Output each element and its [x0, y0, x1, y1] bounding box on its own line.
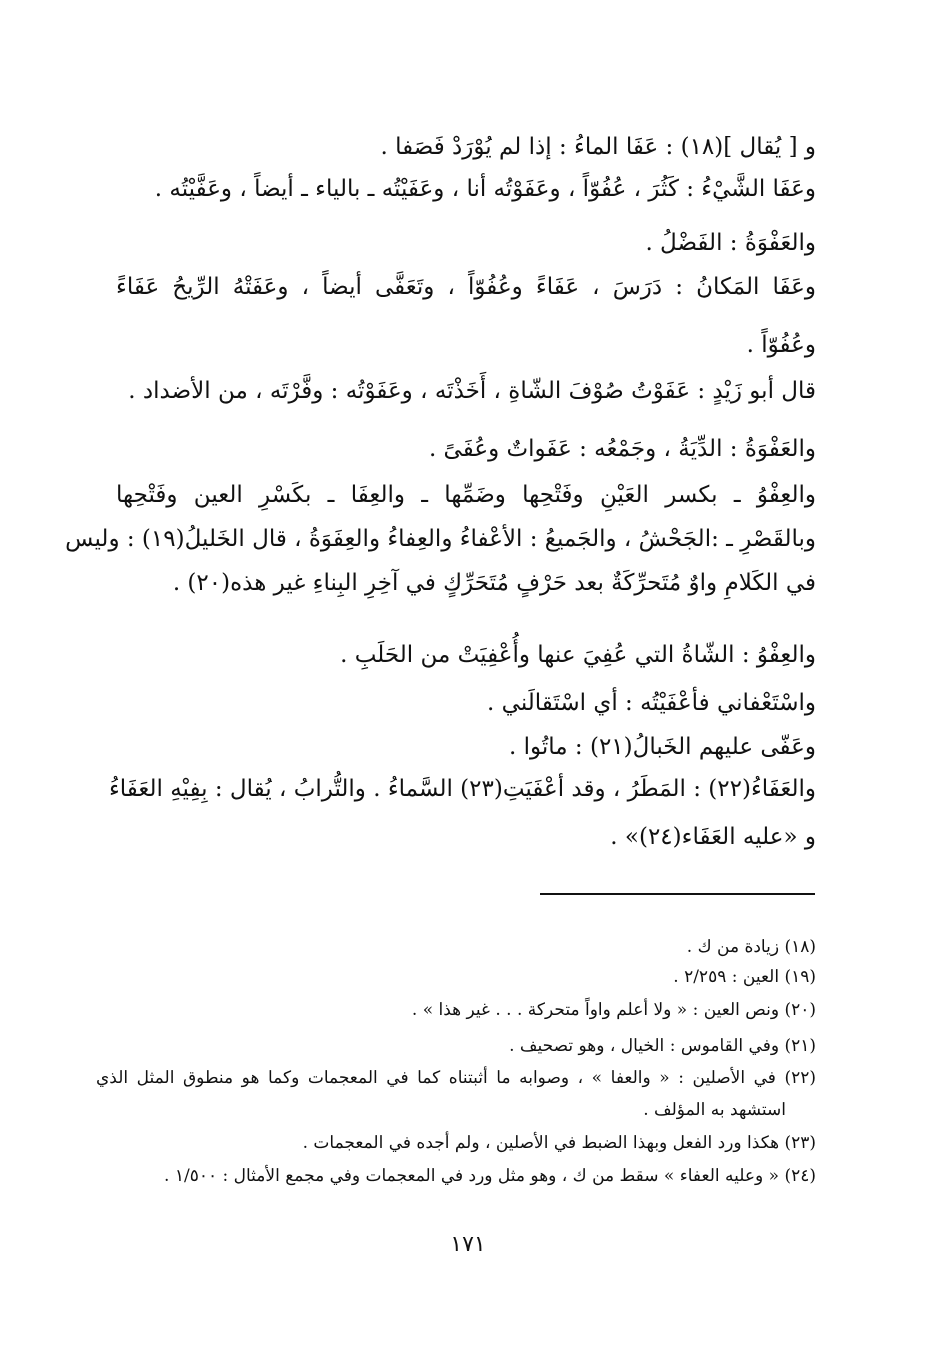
footnote-23: (٢٣) هكذا ورد الفعل وبهذا الضبط في الأصلين ، ولم أجده في المعجمات .: [302, 1133, 816, 1153]
body-line-5: وعُفُوّاً .: [746, 332, 816, 358]
footnote-24: (٢٤) « وعليه العفاء » سقط من ك ، وهو مثل ورد في المعجمات وفي مجمع الأمثال : ١/٥٠٠ .: [164, 1166, 816, 1186]
body-line-2: وعَفَا الشَّيْءُ : كَثُرَ ، عُفُوّاً ، وعَفَوْتُه أنا ، وعَفَيْتُه ـ بالياء ـ أيضاً ، وعَفَّيْتُه .: [154, 176, 816, 202]
footnote-separator: [540, 893, 815, 895]
footnote-20: (٢٠) ونص العين : « ولا أعلم واواً متحركة . . . غير هذا » .: [411, 1000, 816, 1020]
body-line-3: والعَفْوَةُ : الفَضْلُ .: [645, 230, 816, 256]
body-line-7: والعَفْوَةُ : الدِّيَةُ ، وجَمْعُه : عَفَواتٌ وعُفَىً .: [428, 436, 816, 462]
body-line-9: وبالقَصْرِ ـ :الجَحْشُ ، والجَميعُ : الأعْفاءُ والعِفاءُ والعِفَوَةُ ، قال الخَليلُ(١٩) : وليس: [65, 526, 816, 552]
body-line-4: وعَفَا المَكانُ : دَرَسَ ، عَفَاءً وعُفُوّاً ، وتَعَفَّى أيضاً ، وعَفَتْهُ الرِّيحُ عَفَاءً: [116, 274, 816, 300]
body-line-12: واسْتَعْفاني فأعْفَيْتُه : أي اسْتَقالَني .: [487, 690, 816, 716]
footnote-21: (٢١) وفي القاموس : الخيال ، وهو تصحيف .: [509, 1036, 816, 1056]
footnote-22-continued: استشهد به المؤلف .: [643, 1100, 786, 1120]
body-line-8: والعِفْوُ ـ بكسر العَيْنِ وفَتْحِها وضَمِّها ـ والعِفَا ـ بكَسْرِ العين وفَتْحِها: [116, 482, 816, 508]
footnote-22: (٢٢) في الأصلين : « والعفا » ، وصوابه ما أثبتناه كما في المعجمات وكما هو منطوق المثل الذي: [96, 1068, 816, 1088]
footnote-18: (١٨) زيادة من ك .: [686, 937, 816, 957]
body-line-10: في الكَلامِ واوٌ مُتَحرِّكَةٌ بعد حَرْفٍ مُتَحَرِّكٍ في آخِرِ البِناءِ غير هذه(٢٠) .: [172, 570, 816, 596]
body-line-15: و «عليه العَفَاء(٢٤)» .: [610, 824, 816, 850]
body-line-14: والعَفَاءُ(٢٢) : المَطَرُ ، وقد أعْفَيَتِ(٢٣) السَّماءُ . والتُّرابُ ، يُقال : بِفِيْهِ العَفَاءُ: [108, 776, 816, 802]
body-line-11: والعِفْوُ : الشّاةُ التي عُفِيَ عنها وأُعْفِيَتْ من الحَلَبِ .: [340, 642, 816, 668]
body-line-1: و [ يُقال ](١٨) : عَفَا الماءُ : إذا لم يُوْرَدْ فَصَفا .: [380, 134, 816, 160]
footnote-19: (١٩) العين : ٢/٢٥٩ .: [673, 967, 816, 987]
body-line-6: قال أبو زَيْدٍ : عَفَوْتُ صُوْفَ الشّاةِ ، أَخَذْتَه ، وعَفَوْتُه : وفَّرْتَه ، من الأضداد .: [128, 378, 816, 404]
page-number: ١٧١: [450, 1232, 486, 1257]
body-line-13: وعَفّى عليهم الخَبالُ(٢١) : ماتُوا .: [508, 734, 816, 760]
